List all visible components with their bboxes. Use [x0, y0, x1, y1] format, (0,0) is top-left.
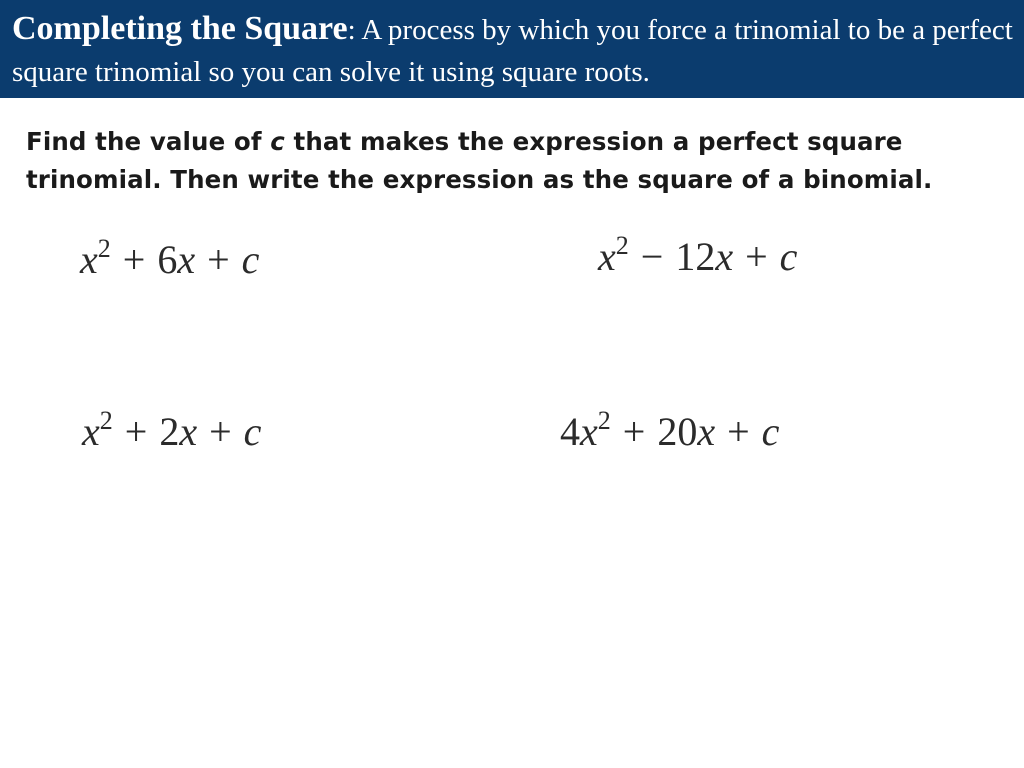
expression-linear-coefficient: 6	[157, 237, 178, 282]
expression-variable: x	[580, 409, 598, 454]
expression-linear-coefficient: 20	[657, 409, 698, 454]
instructions-part-1: Find the value of	[26, 127, 271, 156]
banner-definition: : A process by which you force a trinomial to be a perfect square trinomial so you can solve it using square roots.	[12, 14, 1013, 88]
expression-variable: x	[82, 409, 100, 454]
expression-linear-variable: x	[715, 234, 734, 279]
expression-linear-coefficient: 12	[675, 234, 716, 279]
expression-exponent: 2	[597, 406, 611, 435]
expression-variable: x	[80, 237, 98, 282]
expression-exponent: 2	[615, 231, 629, 260]
expression-operator: +	[124, 409, 148, 454]
expression-operator: +	[207, 237, 230, 282]
expression-operator: +	[745, 234, 768, 279]
expression-2	[598, 233, 797, 280]
instructions-variable: c	[270, 127, 285, 156]
instructions-part-2: that makes the expression a perfect square trinomial. Then write the expression as the square of a binomial.	[26, 127, 933, 194]
expression-linear-variable: x	[179, 409, 198, 454]
expression-operator: −	[640, 234, 664, 279]
expression-3	[82, 408, 261, 455]
expression-linear-variable: x	[697, 409, 716, 454]
banner-term: Completing the Square	[12, 10, 348, 47]
expression-constant: c	[243, 409, 262, 454]
expression-coefficient: 4	[560, 409, 580, 454]
instructions	[26, 123, 1016, 199]
expression-linear-coefficient: 2	[159, 409, 180, 454]
expression-variable: x	[598, 234, 616, 279]
expression-operator: +	[727, 409, 750, 454]
expression-linear-variable: x	[177, 237, 196, 282]
expression-operator: +	[209, 409, 232, 454]
expression-4	[560, 408, 779, 455]
expression-constant: c	[779, 234, 798, 279]
title-banner	[0, 0, 1024, 98]
expression-exponent: 2	[97, 234, 111, 263]
expression-exponent: 2	[99, 406, 113, 435]
expression-constant: c	[241, 237, 260, 282]
expression-constant: c	[761, 409, 780, 454]
expression-1	[80, 236, 259, 283]
expression-operator: +	[122, 237, 146, 282]
expression-operator: +	[622, 409, 646, 454]
